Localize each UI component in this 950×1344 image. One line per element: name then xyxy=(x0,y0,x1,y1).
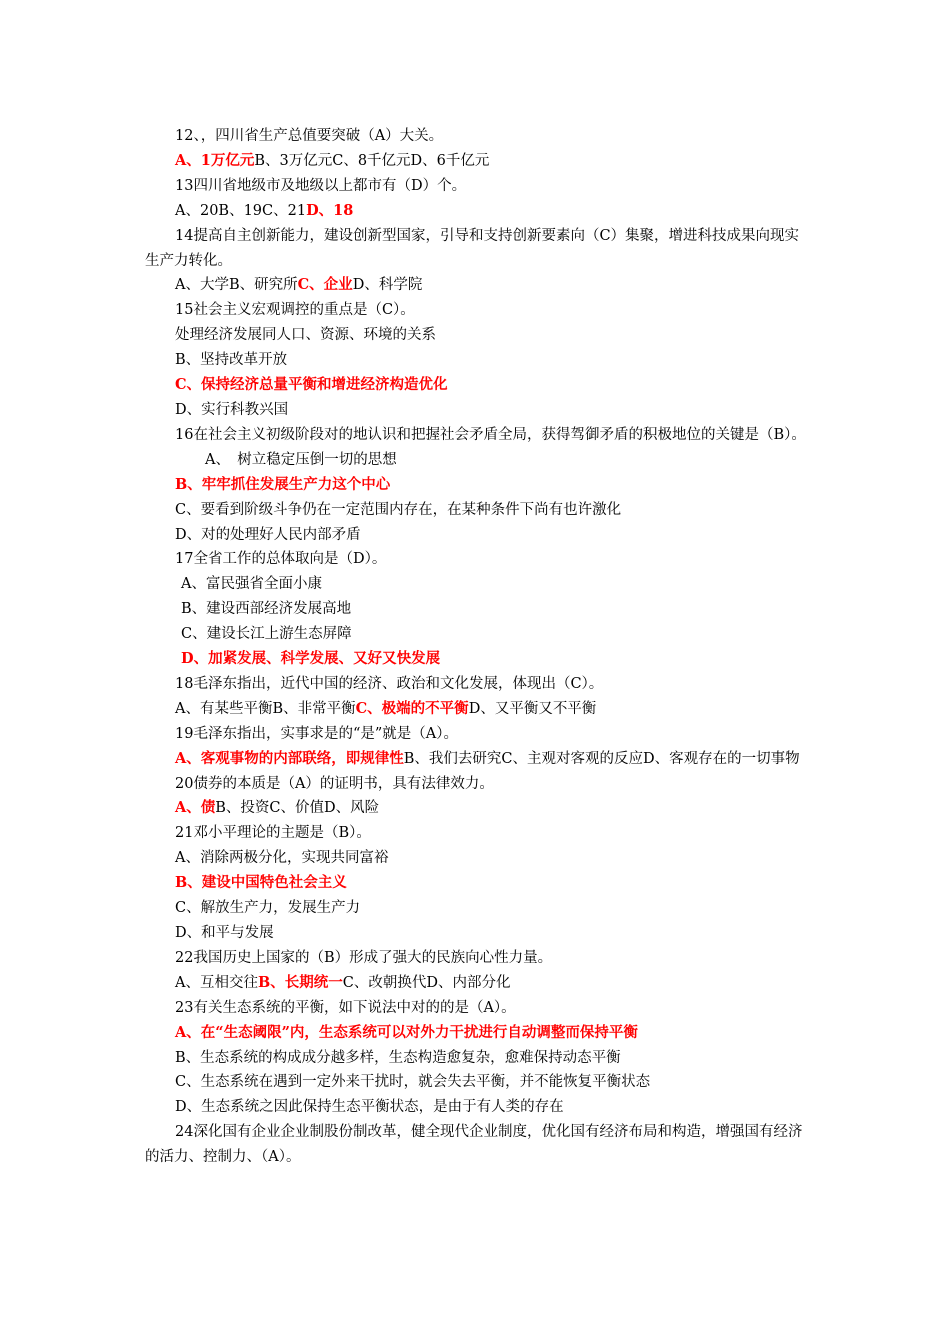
text-segment: A、互相交往 xyxy=(175,974,258,991)
text-segment: D、和平与发展 xyxy=(175,925,274,941)
text-segment: 15社会主义宏观调控的重点是（C）。 xyxy=(175,302,415,319)
answer-text: C、保持经济总量平衡和增进经济构造优化 xyxy=(175,376,448,394)
question-line xyxy=(145,547,810,572)
document-page xyxy=(145,124,810,1170)
text-segment: 20债券的本质是（A）的证明书，具有法律效力。 xyxy=(175,775,494,792)
text-segment: 23有关生态系统的平衡，如下说法中对的的是（A）。 xyxy=(175,999,516,1016)
text-segment: A、消除两极分化，实现共同富裕 xyxy=(175,850,389,867)
question-line xyxy=(145,722,810,747)
answer-text: D、加紧发展、科学发展、又好又快发展 xyxy=(181,650,441,668)
text-segment: B、坚持改革开放 xyxy=(175,352,288,369)
text-segment: 14提高自主创新能力，建设创新型国家，引导和支持创新要素向（C）集聚，增进科技成果向现实生产力转化。 xyxy=(145,227,800,269)
text-segment: 12、，四川省生产总值要突破（A）大关。 xyxy=(175,128,444,144)
option-line xyxy=(145,199,810,224)
option-line xyxy=(145,871,810,896)
text-segment: A、20B、19C、21 xyxy=(175,202,307,219)
text-segment: 处理经济发展同人口、资源、环境的关系 xyxy=(175,327,436,344)
answer-text: B、建设中国特色社会主义 xyxy=(175,874,347,892)
text-segment: C、生态系统在遇到一定外来干扰时，就会失去平衡，并不能恢复平衡状态 xyxy=(175,1074,651,1091)
answer-text: A、债 xyxy=(175,799,216,817)
question-line xyxy=(145,946,810,971)
option-line xyxy=(145,747,810,772)
text-segment: B、投资C、价值D、风险 xyxy=(215,800,380,817)
question-line xyxy=(145,772,810,797)
option-line xyxy=(145,448,810,473)
option-line xyxy=(145,697,810,722)
text-segment: 24深化国有企业企业制股份制改革，健全现代企业制度，优化国有经济布局和构造，增强国有经济的活力、控制力、（A）。 xyxy=(145,1124,803,1166)
text-segment: C、改朝换代D、内部分化 xyxy=(342,974,511,991)
text-segment: D、对的处理好人民内部矛盾 xyxy=(175,526,361,543)
answer-text: B、长期统一 xyxy=(257,973,343,991)
option-line xyxy=(145,622,810,647)
answer-text: C、企业 xyxy=(297,276,353,294)
answer-text: B、牢牢抓住发展生产力这个中心 xyxy=(175,475,391,493)
text-segment: C、解放生产力，发展生产力 xyxy=(175,900,361,917)
option-line xyxy=(145,846,810,871)
text-segment: A、 树立稳定压倒一切的思想 xyxy=(205,451,397,468)
option-line xyxy=(145,796,810,821)
text-segment: D、实行科教兴国 xyxy=(175,401,289,418)
text-segment: 17全省工作的总体取向是（D）。 xyxy=(175,551,387,568)
option-line xyxy=(145,149,810,174)
option-line xyxy=(145,647,810,672)
question-line xyxy=(145,224,810,274)
answer-text: A、在“生态阈限”内，生态系统可以对外力干扰进行自动调整而保持平衡 xyxy=(175,1023,638,1041)
option-line xyxy=(145,1070,810,1095)
option-line xyxy=(145,1095,810,1120)
text-segment: D、又平衡又不平衡 xyxy=(468,700,597,717)
option-line xyxy=(145,373,810,398)
option-line xyxy=(145,273,810,298)
text-segment: D、科学院 xyxy=(352,277,423,294)
question-line xyxy=(145,821,810,846)
text-segment: B、我们去研究C、主观对客观的反应D、客观存在的一切事物 xyxy=(403,750,800,767)
text-segment: 22我国历史上国家的（B）形成了强大的民族向心性力量。 xyxy=(175,949,553,966)
text-segment: C、要看到阶级斗争仍在一定范围内存在，在某种条件下尚有也许激化 xyxy=(175,501,622,518)
question-line xyxy=(145,1120,810,1170)
option-line xyxy=(145,921,810,946)
text-segment: 16在社会主义初级阶段对的地认识和把握社会矛盾全局，获得驾御矛盾的积极地位的关键是（B）。 xyxy=(175,426,806,443)
text-segment: A、有某些平衡B、非常平衡 xyxy=(175,700,356,717)
option-line xyxy=(145,523,810,548)
option-line xyxy=(145,597,810,622)
question-line xyxy=(145,996,810,1021)
answer-text: D、18 xyxy=(306,201,354,219)
text-segment: C、建设长江上游生态屏障 xyxy=(181,626,352,643)
option-line xyxy=(145,473,810,498)
question-line xyxy=(145,298,810,323)
option-line xyxy=(145,896,810,921)
text-segment: B、建设西部经济发展高地 xyxy=(181,601,352,618)
answer-text: A、1万亿元 xyxy=(175,151,255,169)
answer-text: C、极端的不平衡 xyxy=(355,699,469,717)
option-line xyxy=(145,1021,810,1046)
question-line xyxy=(145,124,810,149)
option-line xyxy=(145,572,810,597)
option-line xyxy=(145,498,810,523)
text-segment: 13四川省地级市及地级以上都市有（D）个。 xyxy=(175,177,467,194)
option-line xyxy=(145,1046,810,1071)
text-segment: A、富民强省全面小康 xyxy=(181,576,322,593)
option-line xyxy=(145,971,810,996)
question-line xyxy=(145,423,810,448)
option-line xyxy=(145,398,810,423)
text-segment: D、生态系统之因此保持生态平衡状态，是由于有人类的存在 xyxy=(175,1099,564,1116)
text-segment: B、3万亿元C、8千亿元D、6千亿元 xyxy=(254,152,490,169)
text-segment: 21邓小平理论的主题是（B）。 xyxy=(175,825,371,842)
text-segment: 19毛泽东指出，实事求是的“是”就是（A）。 xyxy=(175,725,458,742)
question-line xyxy=(145,672,810,697)
answer-text: A、客观事物的内部联络，即规律性 xyxy=(175,749,404,767)
option-line xyxy=(145,348,810,373)
text-segment: 18毛泽东指出，近代中国的经济、政治和文化发展，体现出（C）。 xyxy=(175,675,604,692)
text-segment: A、大学B、研究所 xyxy=(175,277,298,294)
question-line xyxy=(145,174,810,199)
option-line xyxy=(145,323,810,348)
text-segment: B、生态系统的构成成分越多样，生态构造愈复杂，愈难保持动态平衡 xyxy=(175,1049,621,1066)
